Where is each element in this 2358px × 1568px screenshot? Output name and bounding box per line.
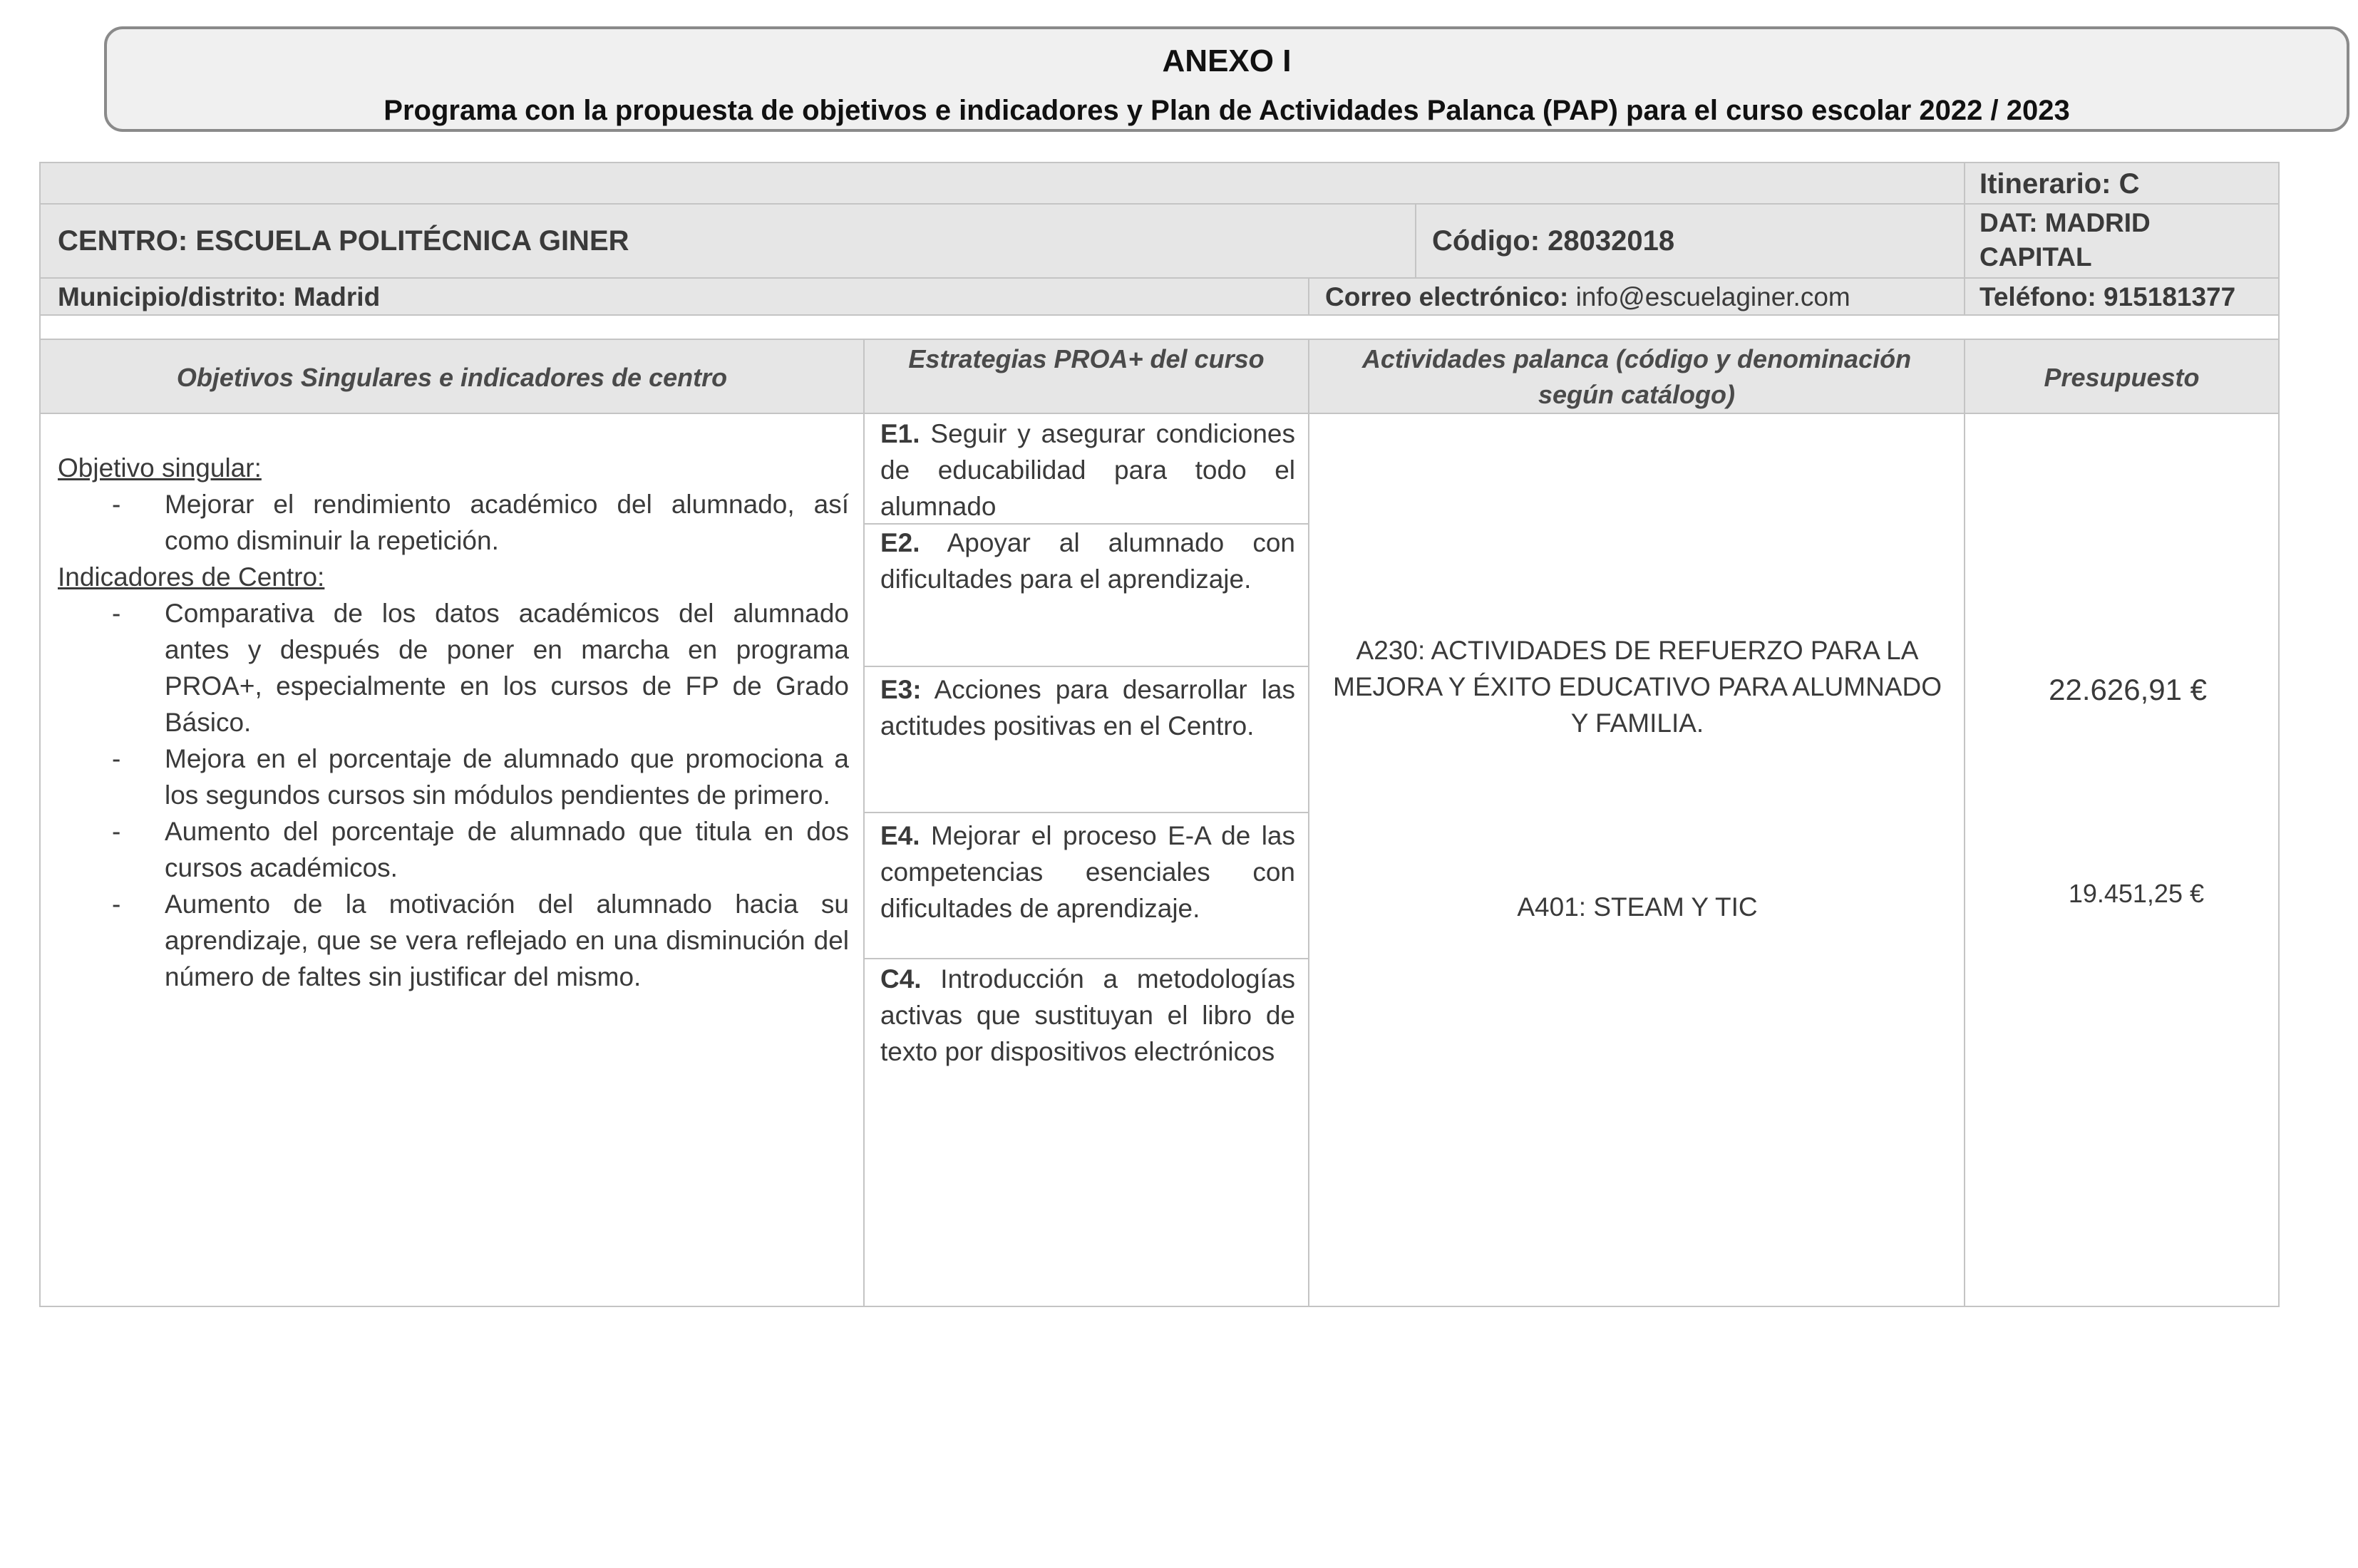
presupuesto-a230: 22.626,91 € bbox=[2049, 673, 2207, 706]
title-box bbox=[104, 26, 2349, 132]
presupuesto-a401: 19.451,25 € bbox=[2068, 879, 2204, 908]
presupuesto-cell bbox=[1964, 413, 2280, 1307]
list-item: - Comparativa de los datos académicos del alumnado antes y después de poner en marcha en programa PROA+, especialmente en los cursos de FP de Grado Básico. bbox=[58, 595, 849, 741]
list-item: - Mejorar el rendimiento académico del alumnado, así como disminuir la repetición. bbox=[58, 486, 849, 559]
codigo-cell bbox=[1415, 203, 1965, 279]
estrategia-c4: C4. Introducción a metodologías activas que sustituyan el libro de texto por dispositivos electrónicos bbox=[880, 964, 1295, 1066]
estrategia-e4-cell bbox=[863, 812, 1309, 959]
centro-name: CENTRO: ESCUELA POLITÉCNICA GINER bbox=[58, 225, 629, 257]
estrategia-e1: E1. Seguir y asegurar condiciones de educabilidad para todo el alumnado bbox=[880, 419, 1295, 521]
objetivos-content bbox=[58, 450, 849, 995]
telefono: Teléfono: 915181377 bbox=[1979, 282, 2236, 311]
header-estrategias-label: Estrategias PROA+ del curso bbox=[908, 344, 1265, 373]
document-title: Programa con la propuesta de objetivos e indicadores y Plan de Actividades Palanca (PAP) para el curso escolar 2022 / 2023 bbox=[383, 95, 2070, 126]
dat: DAT: MADRID CAPITAL bbox=[1979, 208, 2151, 272]
actividad-a401: A401: STEAM Y TIC bbox=[1517, 892, 1758, 922]
correo-cell bbox=[1308, 277, 1965, 316]
municipio-cell bbox=[39, 277, 1309, 316]
header-actividades-label: Actividades palanca (código y denominación según catálogo) bbox=[1361, 344, 1912, 409]
indicadores-list bbox=[58, 595, 849, 995]
list-item: - Mejora en el porcentaje de alumnado que promociona a los segundos cursos sin módulos pendientes de primero. bbox=[58, 741, 849, 813]
codigo: Código: 28032018 bbox=[1432, 225, 1675, 257]
spacer-row bbox=[39, 314, 2280, 340]
header-presupuesto bbox=[1964, 339, 2280, 414]
header-actividades bbox=[1308, 339, 1965, 414]
municipio: Municipio/distrito: Madrid bbox=[58, 282, 381, 311]
annex-title: ANEXO I bbox=[1162, 43, 1292, 78]
telefono-cell bbox=[1964, 277, 2280, 316]
objetivo-singular-list bbox=[58, 486, 849, 559]
estrategia-e3-cell bbox=[863, 666, 1309, 813]
estrategia-e2-cell bbox=[863, 523, 1309, 667]
estrategia-e1-cell bbox=[863, 413, 1309, 525]
actividad-a230: A230: ACTIVIDADES DE REFUERZO PARA LA MEJORA Y ÉXITO EDUCATIVO PARA ALUMNADO Y FAMILIA. bbox=[1333, 636, 1942, 738]
actividades-cell bbox=[1308, 413, 1965, 1307]
estrategia-e3: E3: Acciones para desarrollar las actitudes positivas en el Centro. bbox=[880, 675, 1295, 741]
list-item: - Aumento del porcentaje de alumnado que titula en dos cursos académicos. bbox=[58, 813, 849, 886]
dat-cell bbox=[1964, 203, 2280, 279]
correo bbox=[1325, 279, 1850, 315]
itinerario-cell bbox=[1964, 162, 2280, 205]
estrategia-e2: E2. Apoyar al alumnado con dificultades para el aprendizaje. bbox=[880, 528, 1295, 594]
centro-cell bbox=[39, 203, 1416, 279]
header-objetivos bbox=[39, 339, 865, 414]
header-objetivos-label: Objetivos Singulares e indicadores de centro bbox=[176, 363, 728, 392]
objetivo-singular-label: Objetivo singular: bbox=[58, 453, 262, 483]
info-blank-cell bbox=[39, 162, 1965, 205]
header-estrategias bbox=[863, 339, 1309, 414]
estrategia-c4-cell bbox=[863, 958, 1309, 1307]
itinerario: Itinerario: C bbox=[1979, 168, 2140, 200]
header-presupuesto-label: Presupuesto bbox=[2044, 363, 2200, 392]
correo-value: info@escuelaginer.com bbox=[1568, 282, 1850, 311]
estrategia-e4: E4. Mejorar el proceso E-A de las competencias esenciales con dificultades de aprendizaje. bbox=[880, 821, 1295, 923]
objetivos-cell bbox=[39, 413, 865, 1307]
indicadores-label: Indicadores de Centro: bbox=[58, 562, 325, 592]
list-item: - Aumento de la motivación del alumnado hacia su aprendizaje, que se vera reflejado en una disminución del número de faltes sin justificar del mismo. bbox=[58, 886, 849, 995]
correo-label: Correo electrónico: bbox=[1325, 282, 1569, 311]
